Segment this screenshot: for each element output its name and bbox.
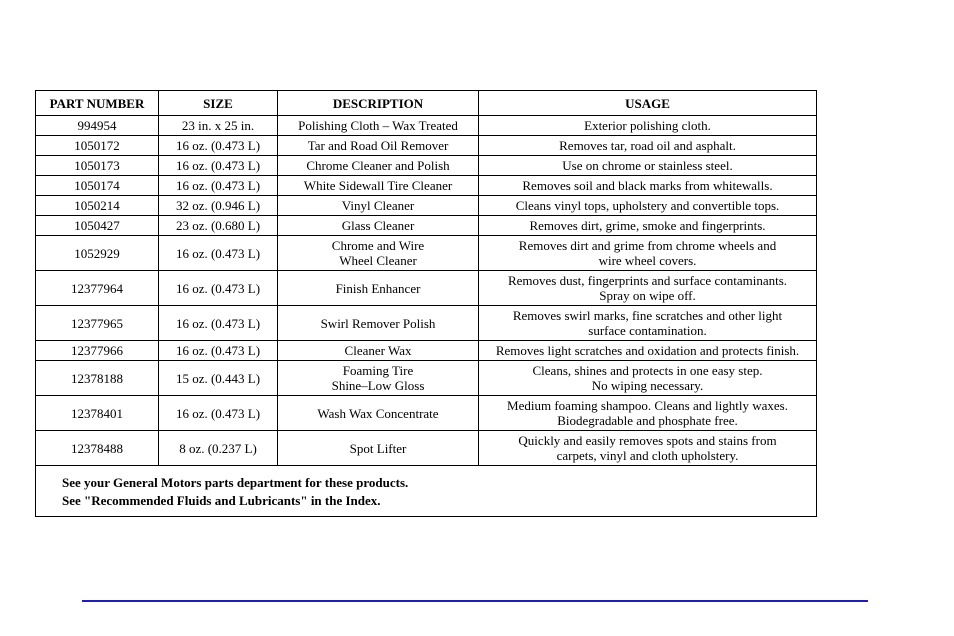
table-row — [36, 431, 817, 466]
cell-part-number: 12377964 — [36, 271, 159, 306]
cell-usage: Removes soil and black marks from whitewalls. — [479, 176, 817, 196]
cell-description: Foaming Tire Shine–Low Gloss — [278, 361, 479, 396]
header-description: DESCRIPTION — [278, 91, 479, 116]
table-row — [36, 361, 817, 396]
cell-part-number: 1050174 — [36, 176, 159, 196]
cell-usage: Use on chrome or stainless steel. — [479, 156, 817, 176]
cell-usage: Exterior polishing cloth. — [479, 116, 817, 136]
cell-part-number: 1050427 — [36, 216, 159, 236]
cell-size: 16 oz. (0.473 L) — [159, 136, 278, 156]
cell-size: 23 oz. (0.680 L) — [159, 216, 278, 236]
cell-size: 16 oz. (0.473 L) — [159, 341, 278, 361]
note-line-parts-department: See your General Motors parts department for these products. — [62, 475, 409, 490]
table-row — [36, 156, 817, 176]
table-note-row — [36, 466, 817, 517]
cell-usage: Removes dirt and grime from chrome wheels and wire wheel covers. — [479, 236, 817, 271]
table-row — [36, 216, 817, 236]
cell-description: Spot Lifter — [278, 431, 479, 466]
cell-part-number: 12378188 — [36, 361, 159, 396]
cell-size: 32 oz. (0.946 L) — [159, 196, 278, 216]
cell-usage: Cleans, shines and protects in one easy step. No wiping necessary. — [479, 361, 817, 396]
cell-description: Swirl Remover Polish — [278, 306, 479, 341]
header-part-number: PART NUMBER — [36, 91, 159, 116]
cell-description: Wash Wax Concentrate — [278, 396, 479, 431]
cell-usage: Removes swirl marks, fine scratches and other light surface contamination. — [479, 306, 817, 341]
cell-part-number: 1050214 — [36, 196, 159, 216]
cell-size: 15 oz. (0.443 L) — [159, 361, 278, 396]
table-row — [36, 236, 817, 271]
note-line-fluids-reference: See "Recommended Fluids and Lubricants" in the Index. — [62, 493, 381, 508]
table-row — [36, 306, 817, 341]
cell-description: Chrome and Wire Wheel Cleaner — [278, 236, 479, 271]
cell-size: 8 oz. (0.237 L) — [159, 431, 278, 466]
cell-part-number: 12378401 — [36, 396, 159, 431]
cell-usage: Removes dust, fingerprints and surface contaminants. Spray on wipe off. — [479, 271, 817, 306]
cell-part-number: 12377966 — [36, 341, 159, 361]
cell-description: White Sidewall Tire Cleaner — [278, 176, 479, 196]
cell-description: Finish Enhancer — [278, 271, 479, 306]
cell-usage: Cleans vinyl tops, upholstery and convertible tops. — [479, 196, 817, 216]
cell-usage: Quickly and easily removes spots and stains from carpets, vinyl and cloth upholstery. — [479, 431, 817, 466]
header-size: SIZE — [159, 91, 278, 116]
cell-description: Vinyl Cleaner — [278, 196, 479, 216]
table-row — [36, 196, 817, 216]
cell-description: Tar and Road Oil Remover — [278, 136, 479, 156]
cell-usage: Removes tar, road oil and asphalt. — [479, 136, 817, 156]
cell-part-number: 1052929 — [36, 236, 159, 271]
cell-part-number: 12378488 — [36, 431, 159, 466]
cell-description: Glass Cleaner — [278, 216, 479, 236]
cell-usage: Removes dirt, grime, smoke and fingerprints. — [479, 216, 817, 236]
cell-part-number: 994954 — [36, 116, 159, 136]
header-usage: USAGE — [479, 91, 817, 116]
table-row — [36, 176, 817, 196]
table-row — [36, 341, 817, 361]
table-note — [36, 466, 817, 517]
cell-description: Cleaner Wax — [278, 341, 479, 361]
cell-part-number: 1050172 — [36, 136, 159, 156]
cell-part-number: 1050173 — [36, 156, 159, 176]
cell-usage: Removes light scratches and oxidation and protects finish. — [479, 341, 817, 361]
footer-rule — [82, 600, 868, 602]
cell-part-number: 12377965 — [36, 306, 159, 341]
cell-description: Chrome Cleaner and Polish — [278, 156, 479, 176]
table-row — [36, 396, 817, 431]
table-header-row — [36, 91, 817, 116]
parts-table — [35, 90, 817, 517]
cell-size: 16 oz. (0.473 L) — [159, 271, 278, 306]
table-row — [36, 271, 817, 306]
cell-size: 16 oz. (0.473 L) — [159, 176, 278, 196]
table-row — [36, 136, 817, 156]
cell-usage: Medium foaming shampoo. Cleans and lightly waxes. Biodegradable and phosphate free. — [479, 396, 817, 431]
table-row — [36, 116, 817, 136]
cell-description: Polishing Cloth – Wax Treated — [278, 116, 479, 136]
cell-size: 16 oz. (0.473 L) — [159, 306, 278, 341]
cell-size: 16 oz. (0.473 L) — [159, 396, 278, 431]
cell-size: 16 oz. (0.473 L) — [159, 236, 278, 271]
cell-size: 16 oz. (0.473 L) — [159, 156, 278, 176]
cell-size: 23 in. x 25 in. — [159, 116, 278, 136]
